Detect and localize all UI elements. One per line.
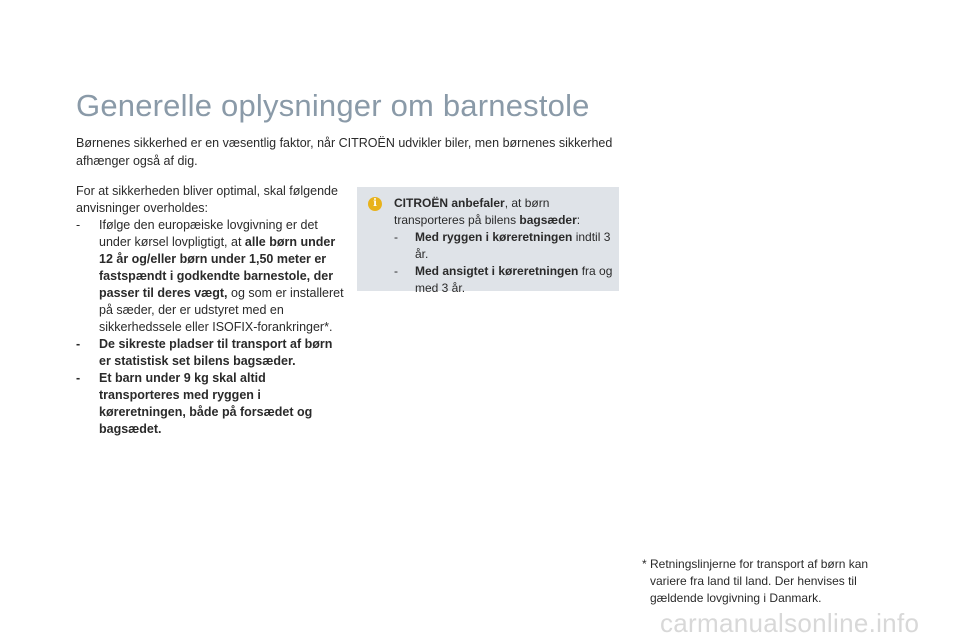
recommendation-heading (394, 195, 614, 229)
recommendation-brand: CITROËN anbefaler (394, 196, 505, 210)
legislation-text-end: og som er installeret på sæder, der er udstyret med en sikkerhedssele eller ISOFIX-forankringer*. (99, 286, 344, 334)
bullet-dash: - (76, 371, 81, 385)
legislation-text: Ifølge den europæiske lovgivning er det under kørsel lovpligtigt, at (99, 218, 318, 249)
recommendation-item-rear-facing (394, 229, 614, 263)
info-icon: i (368, 197, 382, 211)
legislation-bold-text: alle børn under 12 år og/eller børn under 1,50 meter er fastspændt i godkendte barnestole, der passer til deres vægt, (99, 235, 336, 300)
bullet-dash: - (394, 264, 398, 278)
footnote-text: Retningslinjerne for transport af børn kan variere fra land til land. Der henvises til gældende lovgivning i Danmark. (650, 557, 869, 605)
guidelines-column (76, 183, 346, 438)
recommendation-heading-text: , at børn transporteres på bilens (394, 196, 550, 227)
under-9kg-text: Et barn under 9 kg skal altid transporteres med ryggen i køreretningen, både på forsædet og bagsædet. (99, 371, 313, 436)
recommendation-text (394, 195, 614, 297)
rear-seats-text: De sikreste pladser til transport af børn er statistisk set bilens bagsæder. (99, 337, 333, 368)
watermark: carmanualsonline.info (660, 608, 920, 638)
bullet-dash: - (76, 337, 81, 351)
guidelines-lead: For at sikkerheden bliver optimal, skal følgende anvisninger overholdes: (76, 184, 338, 215)
bullet-dash: - (394, 230, 398, 244)
recommendation-colon: : (576, 213, 581, 227)
guideline-item-under-9kg (76, 370, 346, 438)
footnote-marker: * (642, 557, 647, 571)
recommendation-seats: bagsæder (519, 213, 577, 227)
page-title: Generelle oplysninger om barnestole (76, 88, 590, 123)
forward-facing-bold: Med ansigtet i køreretningen (415, 264, 579, 278)
bullet-dash: - (76, 218, 81, 232)
recommendation-box (357, 187, 619, 295)
intro-paragraph: Børnenes sikkerhed er en væsentlig faktor, når CITROËN udvikler biler, men børnenes sikkerhed afhænger også af dig. (76, 136, 613, 168)
guideline-item-legislation (76, 217, 346, 336)
guideline-item-rear-seats (76, 336, 346, 370)
forward-facing-text: fra og med 3 år. (415, 264, 613, 295)
recommendation-item-forward-facing (394, 263, 614, 297)
footnote (642, 556, 892, 607)
rear-facing-bold: Med ryggen i køreretningen (415, 230, 573, 244)
rear-facing-text: indtil 3 år. (415, 230, 611, 261)
